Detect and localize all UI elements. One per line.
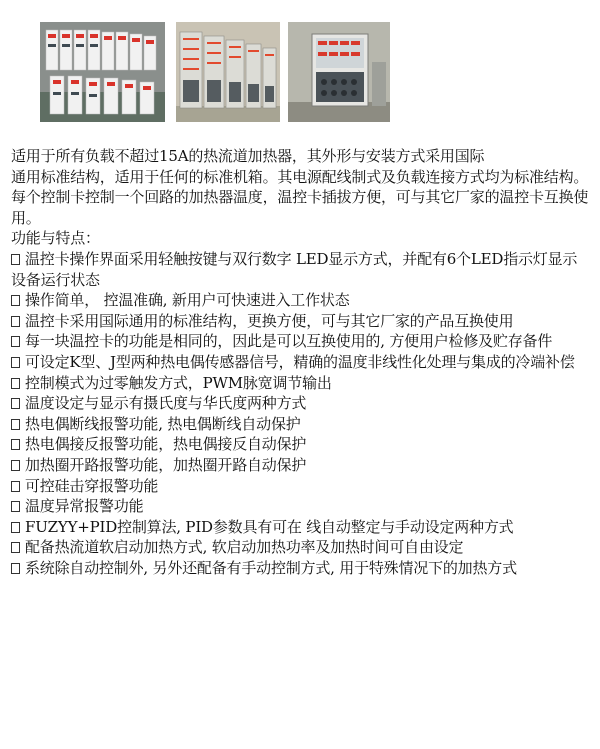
feature-text: 可控硅击穿报警功能 [25,476,159,495]
checkbox-square-icon [11,254,20,265]
features-heading: 功能与特点： [11,229,100,248]
checkbox-square-icon [11,398,20,409]
feature-item [11,434,589,455]
feature-text: 温控卡采用国际通用的标准结构，更换方便，可与其它厂家的产品互换使用 [25,311,514,330]
feature-item [11,311,589,332]
feature-text: 温度设定与显示有摄氏度与华氏度两种方式 [25,394,307,413]
feature-item [11,455,589,476]
checkbox-square-icon [11,563,20,574]
checkbox-square-icon [11,378,20,389]
checkbox-square-icon [11,439,20,450]
checkbox-square-icon [11,419,20,430]
feature-text: 配备热流道软启动加热方式, 软启动加热功率及加热时间可自由设定 [25,538,464,557]
feature-item [11,414,589,435]
feature-text: 温控卡操作界面采用轻触按键与双行数字 LED显示方式，并配有6个LED指示灯显示设备运行状态 [11,249,578,289]
feature-text: 热电偶断线报警功能, 热电偶断线自动保护 [25,414,301,433]
feature-item [11,558,589,579]
feature-item [11,331,589,352]
checkbox-square-icon [11,542,20,553]
feature-item [11,249,589,290]
product-photo-cabinet-row [176,22,280,122]
checkbox-square-icon [11,357,20,368]
feature-item [11,537,589,558]
intro-paragraph-1: 适用于所有负载不超过15A的热流道加热器，其外形与安装方式采用国际 [11,147,485,165]
intro-paragraph-2: 通用标准结构，适用于任何的标准机箱。其电源配线制式及负载连接方式均为标准结构。每个控制卡控制一个回路的加热器温度，温控卡插拔方便，可与其它厂家的温控卡互换使用。 [11,167,589,227]
checkbox-square-icon [11,501,20,512]
checkbox-square-icon [11,460,20,471]
feature-text: 每一块温控卡的功能是相同的，因此是可以互换使用的, 方便用户检修及贮存备件 [25,332,553,351]
feature-item [11,476,589,497]
feature-item [11,373,589,394]
feature-text: FUZYY+PID控制算法, PID参数具有可在 线自动整定与手动设定两种方式 [25,517,514,536]
checkbox-square-icon [11,481,20,492]
feature-item [11,352,589,373]
checkbox-square-icon [11,522,20,533]
feature-text: 控制模式为过零触发方式，PWM脉宽调节输出 [25,373,332,392]
product-description [11,146,589,578]
checkbox-square-icon [11,295,20,306]
product-photo-controller-box [288,22,390,122]
feature-text: 温度异常报警功能 [25,497,144,516]
checkbox-square-icon [11,316,20,327]
feature-text: 系统除自动控制外, 另外还配备有手动控制方式, 用于特殊情况下的加热方式 [25,558,517,577]
feature-item [11,290,589,311]
feature-text: 操作简单， 控温准确, 新用户可快速进入工作状态 [25,291,350,310]
feature-item [11,393,589,414]
feature-text: 加热圈开路报警功能，加热圈开路自动保护 [25,455,307,474]
feature-item [11,496,589,517]
feature-text: 可设定K型、J型两种热电偶传感器信号，精确的温度非线性化处理与集成的冷端补偿 [25,352,575,371]
product-photo-controller-cards [40,22,165,122]
checkbox-square-icon [11,336,20,347]
feature-item [11,517,589,538]
feature-text: 热电偶接反报警功能，热电偶接反自动保护 [25,435,307,454]
